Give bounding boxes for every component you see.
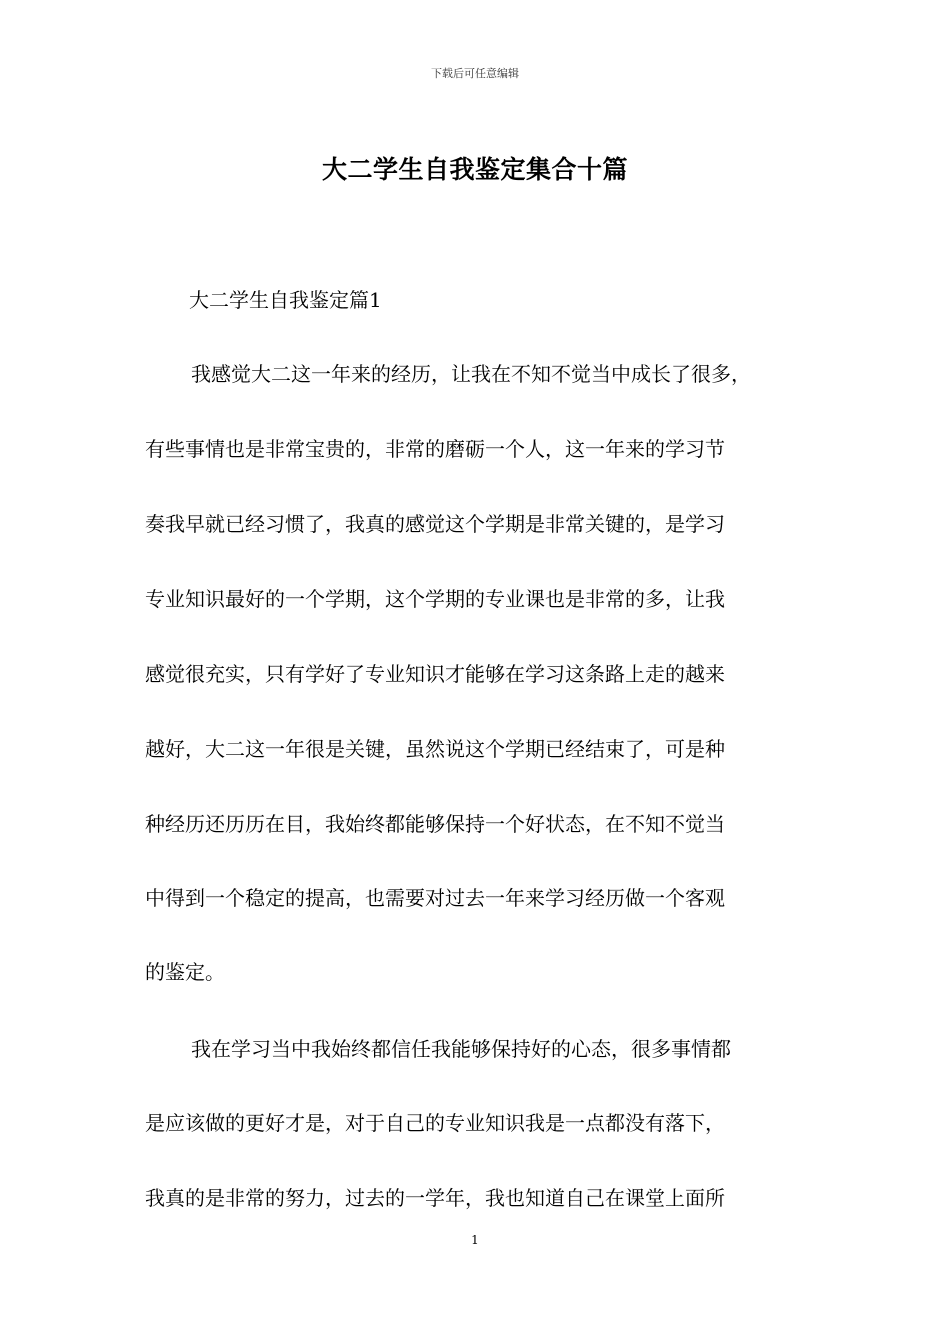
paragraph-line: 有些事情也是非常宝贵的，非常的磨砺一个人，这一年来的学习节	[145, 437, 725, 461]
document-title: 大二学生自我鉴定集合十篇	[321, 155, 628, 184]
paragraph-line: 奏我早就已经习惯了，我真的感觉这个学期是非常关键的，是学习	[145, 512, 725, 536]
header-note: 下载后可任意编辑	[431, 67, 519, 80]
paragraph-line: 我真的是非常的努力，过去的一学年，我也知道自己在课堂上面所	[145, 1186, 725, 1210]
paragraph-line: 种经历还历历在目，我始终都能够保持一个好状态，在不知不觉当	[145, 812, 725, 836]
paragraph-line: 专业知识最好的一个学期，这个学期的专业课也是非常的多，让我	[145, 587, 725, 611]
paragraph-line: 中得到一个稳定的提高，也需要对过去一年来学习经历做一个客观	[145, 886, 725, 910]
paragraph-line: 的鉴定。	[145, 960, 225, 984]
section-heading: 大二学生自我鉴定篇1	[189, 288, 382, 312]
page-number: 1	[471, 1233, 479, 1247]
paragraph-line: 感觉很充实，只有学好了专业知识才能够在学习这条路上走的越来	[145, 662, 725, 686]
paragraph-line: 是应该做的更好才是，对于自己的专业知识我是一点都没有落下，	[145, 1111, 725, 1135]
paragraph-line: 我感觉大二这一年来的经历，让我在不知不觉当中成长了很多，	[191, 362, 751, 386]
paragraph-line: 越好，大二这一年很是关键，虽然说这个学期已经结束了，可是种	[145, 737, 725, 761]
paragraph-line: 我在学习当中我始终都信任我能够保持好的心态，很多事情都	[191, 1037, 731, 1061]
